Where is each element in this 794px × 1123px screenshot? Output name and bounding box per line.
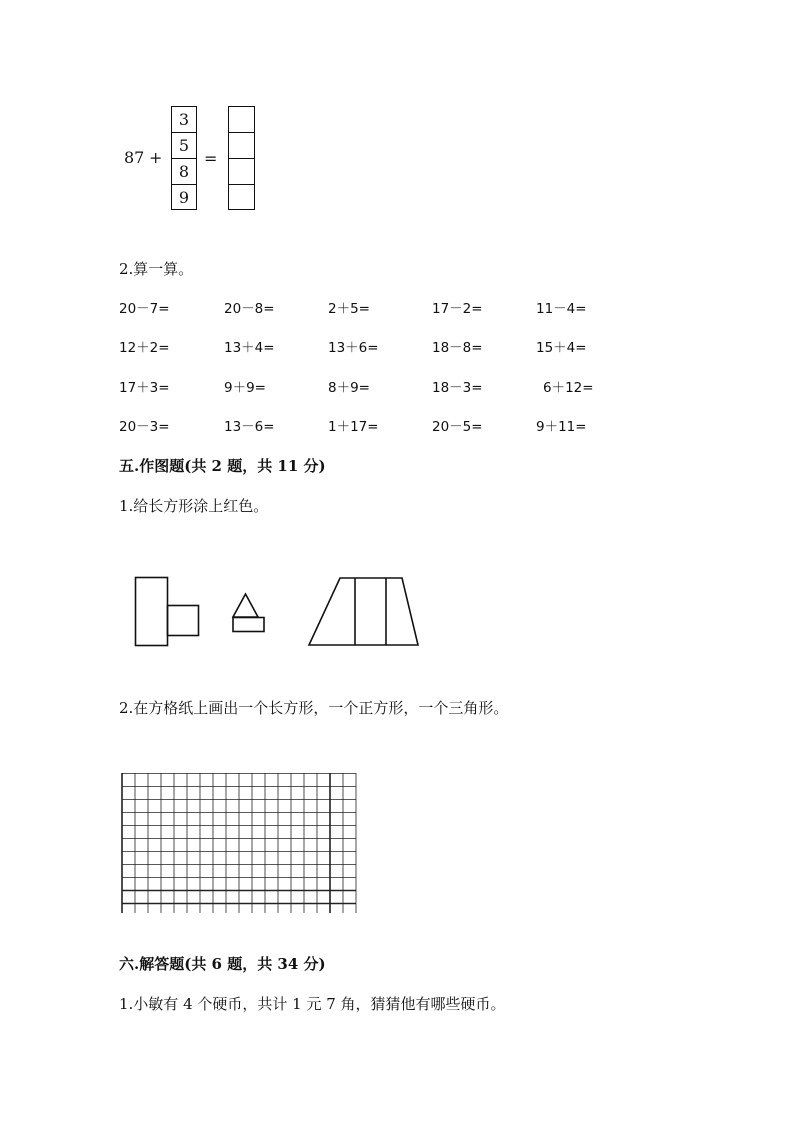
answer-cell[interactable]: [229, 133, 254, 159]
addend-number: 87: [124, 148, 145, 167]
square-grid-paper[interactable]: [121, 773, 359, 913]
trapezoid-shape[interactable]: [309, 578, 418, 645]
answer-cell[interactable]: [229, 159, 254, 185]
calc-item: 18－3=: [432, 380, 483, 396]
calc-item: 20－7=: [119, 301, 170, 317]
plus-sign: +: [149, 148, 163, 167]
calc-item: 17＋3=: [119, 380, 170, 396]
section5-q1: 1.给长方形涂上红色。: [119, 497, 269, 515]
small-rectangle-shape[interactable]: [233, 618, 264, 632]
calc-item: 8＋9=: [328, 380, 370, 396]
calc-item: 11－4=: [536, 301, 587, 317]
calc-item: 18－8=: [432, 340, 483, 356]
calc-item: 12＋2=: [119, 340, 170, 356]
answer-cell[interactable]: [229, 107, 254, 133]
calc-item: 20－5=: [432, 419, 483, 435]
section5-heading: 五.作图题(共 2 题，共 11 分): [119, 457, 326, 475]
calc-item: 17－2=: [432, 301, 483, 317]
digit-option-column: [171, 106, 197, 210]
answer-column[interactable]: [228, 106, 255, 210]
calc-item: 9＋9=: [224, 380, 266, 396]
triangle-roof-shape[interactable]: [233, 594, 258, 617]
section6-q1: 1.小敏有 4 个硬币，共计 1 元 7 角，猜猜他有哪些硬币。: [119, 995, 506, 1013]
calc-item: 13－6=: [224, 419, 275, 435]
section5-q2: 2.在方格纸上画出一个长方形，一个正方形，一个三角形。: [119, 699, 509, 717]
calc-item: 15＋4=: [536, 340, 587, 356]
digit-option: 9: [178, 188, 190, 207]
section6-heading: 六.解答题(共 6 题，共 34 分): [119, 955, 326, 973]
digit-option: 3: [172, 107, 196, 133]
answer-cell[interactable]: [229, 185, 254, 211]
calc-item: 13＋4=: [224, 340, 275, 356]
calc-item: 9＋11=: [536, 419, 587, 435]
calc-item: 2＋5=: [328, 301, 370, 317]
digit-option: 5: [172, 133, 196, 159]
small-square-shape[interactable]: [168, 606, 199, 636]
digit-option: 8: [172, 159, 196, 185]
calc-section-title: 2.算一算。: [119, 260, 194, 278]
calc-item: 6＋12=: [543, 380, 594, 396]
calc-item: 20－3=: [119, 419, 170, 435]
tall-rectangle-shape[interactable]: [136, 578, 168, 646]
calc-item: 13＋6=: [328, 340, 379, 356]
equals-sign: =: [204, 149, 218, 168]
calc-item: 20－8=: [224, 301, 275, 317]
shapes-figure: [130, 570, 430, 652]
calc-item: 1＋17=: [328, 419, 379, 435]
